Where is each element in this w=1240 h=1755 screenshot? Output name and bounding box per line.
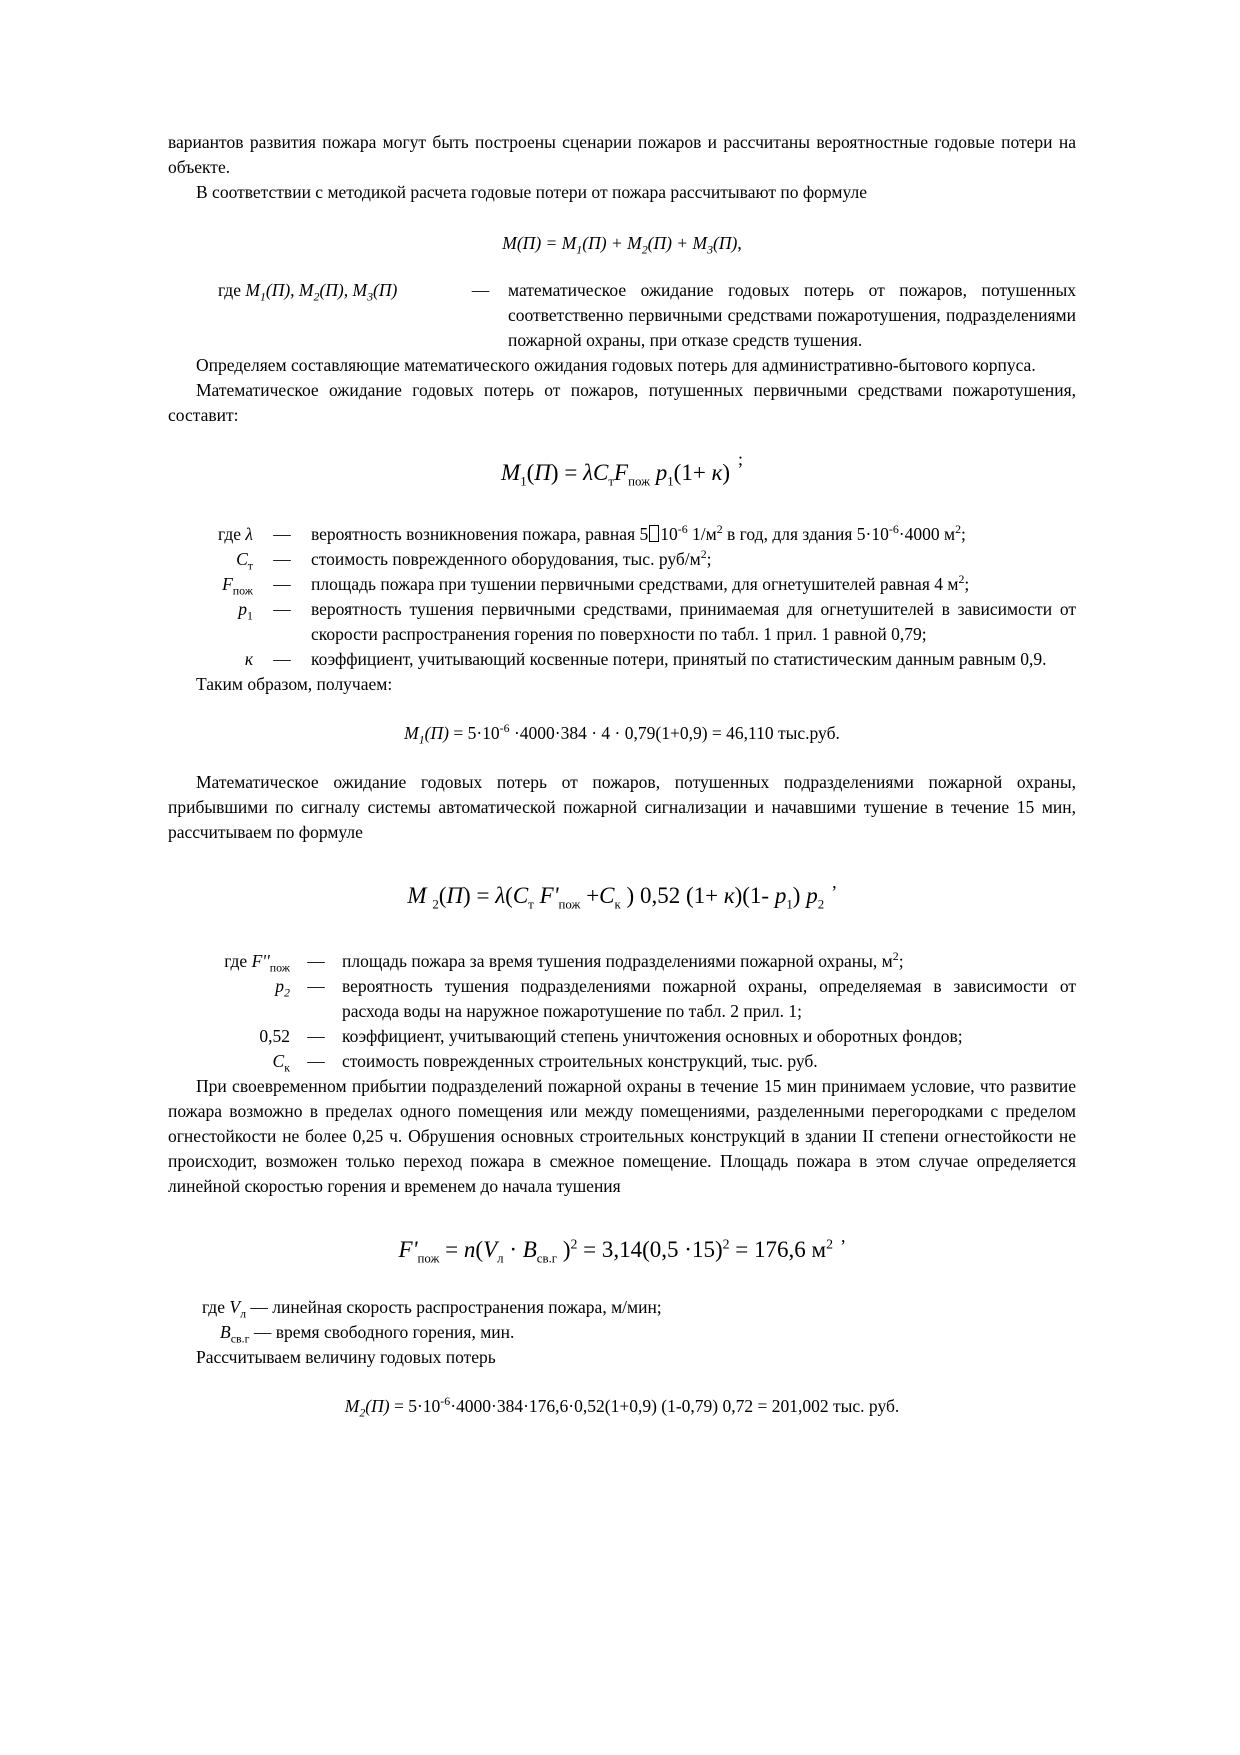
formula-total-losses: $М(П) = М_1(П) + М_2(П) + М_3(П)$, [502,233,742,257]
where-definition: математическое ожидание годовых потерь от пожаров, потушенных соответственно первичными средствами пожаротушения, подразделениями пожарной охраны, при отказе средств тушения. [508,280,1076,351]
definition-term: $p_1$ [238,599,253,623]
definition-dash: — [273,649,291,670]
definition-row-ck [168,1049,1076,1074]
definition-term: 0,52 [259,1026,290,1047]
definition-dash: — [307,1051,325,1072]
definition-term: $F_{пож}$ [222,574,253,598]
equation-m1: $М_1(П) = \lambda С_тF_{пож}$ $p_1(1+ к)$; [501,448,743,489]
line-linear-speed: где $V_л$ — линейная скорость распространения пожара, м/мин; [202,1297,662,1321]
where-term: где $М_1(П)$, $М_2(П)$, $М_3(П)$ [218,280,398,304]
definition-text: вероятность возникновения пожара, равная 5 $10^{-6}$ $1/м^2$ в год, для здания $5\cdot 10^{-6}\cdot 4000$ $м^2$; [311,522,966,545]
definition-row-lambda [168,522,1076,547]
line-free-burning-time: $В_{св.г}$ — время свободного горения, мин. [220,1322,515,1346]
definition-text: стоимость поврежденных строительных конструкций, тыс. руб. [342,1051,818,1072]
paragraph-calc-losses: Рассчитываем величину годовых потерь [196,1347,496,1368]
paragraph-thus: Таким образом, получаем: [196,674,393,695]
definition-dash: — [273,599,291,620]
paragraph-intro-continuation: вариантов развития пожара могут быть построены сценарии пожаров и рассчитаны вероятностные годовые потери на объекте. [168,132,1076,178]
definition-text: вероятность тушения первичными средствами, принимаемая для огнетушителей в зависимости от скорости распространения горения по поверхности по табл. 1 прил. 1 равной 0,79; [311,599,1076,645]
definition-row-052 [168,1024,1076,1049]
definition-term: $С_т$ [236,549,253,573]
definition-text: площадь пожара при тушении первичными средствами, для огнетушителей равная 4 $м^2$; [311,572,970,595]
definition-term: где $F''_{пож}$ [224,951,290,975]
paragraph-m2-intro: Математическое ожидание годовых потерь от пожаров, потушенных подразделениями пожарной охраны, прибывшими по сигналу системы автоматической пожарной сигнализации и начавшими тушение в течение 15 мин, рассчитываем по формуле [168,772,1076,843]
where-dash: — [471,280,490,301]
definition-dash: — [273,549,291,570]
definition-dash: — [307,951,325,972]
paragraph-timely-arrival: При своевременном прибытии подразделений пожарной охраны в течение 15 мин принимаем условие, что развитие пожара возможно в пределах одного помещения или между помещениями, разделенными перегородками с пределом огнестойкости не более 0,25 ч. Обрушения основных строительных конструкций в здании II степени огнестойкости не происходит, возможен только переход пожара в смежное помещение. Площадь пожара в этом случае определяется линейной скоростью горения и временем до начала тушения [168,1076,1076,1197]
definition-term: $С_к$ [272,1051,290,1075]
equation-m2: М $_2(П) = \lambda(С_т$ $F'_{пож} +С_к$ ) 0,52 (1+ к)(1- $p_1$) $p_2$, [407,871,837,912]
equation-fire-area: $F'_{пож} = n(V_л \cdot В_{св.г}$ )$^2 = 3,14(0,5 \cdot 15)^2 = 176,6$ $м^2$ , [398,1226,846,1266]
where-block-total [168,278,1076,353]
definition-term: $p_2$ [275,976,290,1000]
definition-text: площадь пожара за время тушения подразделениями пожарной охраны, $м^2$; [342,949,904,972]
m1-result-line: $М_1(П) = 5\cdot 10^{-6} \cdot 4000\cdot 384 \cdot 4 \cdot 0,79(1+0,9) = 46,110$ тыс.руб. [404,721,840,747]
definition-list-1 [168,522,1076,672]
definition-term: где λ [218,524,253,545]
definition-row-p1 [168,597,1076,647]
m2-result-line: $М_2(П) = 5\cdot 10^{-6}\cdot 4000\cdot 384\cdot 176,6\cdot 0,52(1+0,9)$ (1-0,79) 0,72 = 201,002 тыс. руб. [344,1394,900,1420]
definition-text: коэффициент, учитывающий степень уничтожения основных и оборотных фондов; [342,1026,963,1047]
paragraph-m1-intro: Математическое ожидание годовых потерь от пожаров, потушенных первичными средствами пожаротушения, составит: [168,380,1076,426]
definition-dash: — [273,524,291,545]
definition-text: стоимость поврежденного оборудования, тыс. руб/$м^2$; [311,547,712,570]
definition-dash: — [307,976,325,997]
definition-text: коэффициент, учитывающий косвенные потери, принятый по статистическим данным равным 0,9. [311,649,1047,670]
paragraph-determine: Определяем составляющие математического ожидания годовых потерь для административно-бытового корпуса. [196,355,1036,376]
definition-term: к [244,649,253,670]
definition-row-ct [168,547,1076,572]
definition-list-2 [168,949,1076,1074]
definition-row-fpozh2 [168,949,1076,974]
definition-dash: — [307,1026,325,1047]
definition-text: вероятность тушения подразделениями пожарной охраны, определяемая в зависимости от расхода воды на наружное пожаротушение по табл. 2 прил. 1; [342,976,1076,1022]
definition-row-p2 [168,974,1076,1024]
paragraph-method-intro: В соответствии с методикой расчета годовые потери от пожара рассчитывают по формуле [196,182,867,203]
definition-row-k [168,647,1076,672]
definition-dash: — [273,574,291,595]
definition-row-fpozh [168,572,1076,597]
